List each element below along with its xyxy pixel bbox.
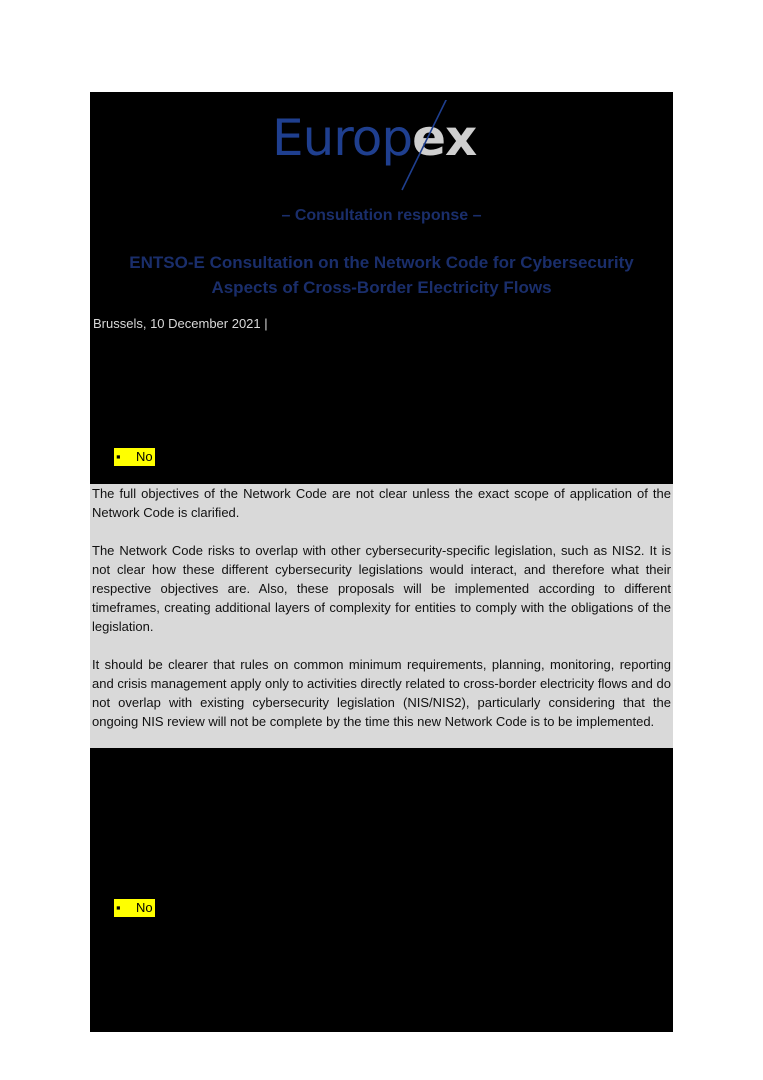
logo-text-secondary: ex bbox=[412, 109, 477, 167]
body-paragraph: It should be clearer that rules on common minimum requirements, planning, monitoring, reporting and crisis management apply only to activities directly related to cross-border electricity flows and do not overlap with existing cybersecurity legislation (NIS/NIS2), particularly considering that the ongoing NIS review will not be complete by the time this new Network Code is to be implemented. bbox=[92, 657, 671, 729]
answer-text: No bbox=[136, 449, 153, 464]
answer-highlight bbox=[114, 899, 155, 917]
bullet-icon: ▪ bbox=[116, 449, 121, 464]
answer-text: No bbox=[136, 900, 153, 915]
bullet-icon: ▪ bbox=[116, 900, 121, 915]
logo-text-primary: Europ bbox=[272, 109, 413, 167]
redacted-block-bottom bbox=[90, 748, 673, 1032]
answer-highlight bbox=[114, 448, 155, 466]
document-title: ENTSO-E Consultation on the Network Code for Cybersecurity Aspects of Cross-Border Electricity Flows bbox=[129, 253, 634, 297]
body-paragraph: The Network Code risks to overlap with other cybersecurity-specific legislation, such as NIS2. It is not clear how these different cybersecurity legislations would interact, and therefore what their respective objectives are. Also, these proposals will be implemented according to different timeframes, creating additional layers of complexity for entities to comply with the obligations of the legislation. bbox=[92, 543, 671, 634]
europex-logo bbox=[268, 100, 498, 192]
dateline: Brussels, 10 December 2021 | bbox=[93, 316, 268, 331]
document-subtitle: – Consultation response – bbox=[281, 207, 482, 224]
response-body bbox=[90, 484, 673, 748]
body-paragraph: The full objectives of the Network Code are not clear unless the exact scope of application of the Network Code is clarified. bbox=[92, 486, 671, 520]
logo-slash-icon bbox=[268, 100, 498, 192]
